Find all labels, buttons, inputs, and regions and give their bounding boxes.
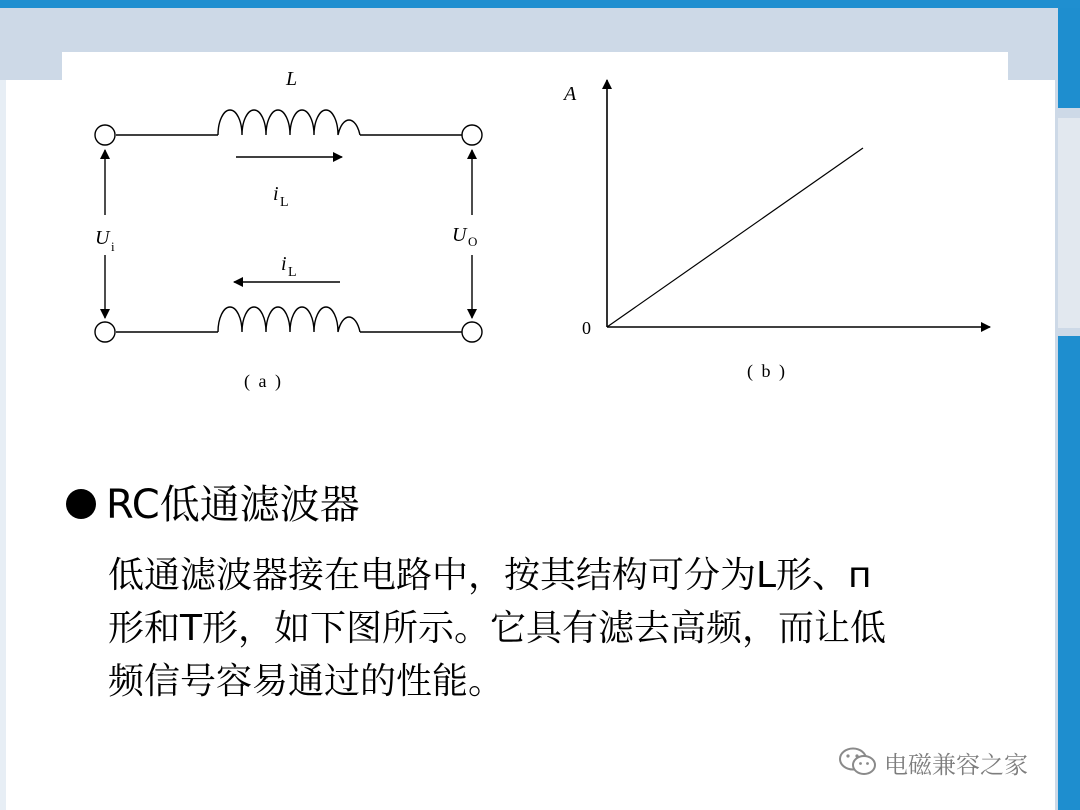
input-voltage-subscript: i	[111, 239, 115, 254]
watermark	[838, 745, 1028, 779]
watermark-text: 电磁兼容之家	[884, 750, 1028, 779]
body-text-line: 形和T形，如下图所示。它具有滤去高频，而让低	[108, 608, 886, 649]
body-text-line: 低通滤波器接在电路中，按其结构可分为L形、п	[108, 555, 872, 596]
current-top-subscript: L	[280, 195, 289, 210]
output-terminal-top	[462, 125, 482, 145]
input-terminal-top	[95, 125, 115, 145]
output-terminal-bottom	[462, 322, 482, 342]
current-bottom-label: i	[281, 253, 287, 275]
input-voltage-label: U	[95, 227, 110, 249]
current-top-label: i	[273, 183, 279, 205]
circuit-diagram-a	[95, 110, 482, 342]
top-inductor-coil	[218, 110, 360, 135]
figure-a-caption: ( a )	[244, 371, 283, 391]
response-graph-b	[607, 80, 990, 327]
body-text-line: 频信号容易通过的性能。	[108, 661, 505, 702]
inductor-label: L	[286, 68, 298, 90]
origin-label: 0	[582, 318, 591, 338]
output-voltage-subscript: O	[468, 234, 478, 249]
figure-b-caption: ( b )	[747, 361, 787, 381]
bullet-dot	[66, 489, 96, 519]
response-line	[607, 148, 863, 327]
output-voltage-label: U	[452, 224, 467, 246]
section-heading: RC低通滤波器	[106, 482, 360, 528]
y-axis-label: A	[564, 83, 577, 105]
current-bottom-subscript: L	[288, 265, 297, 280]
wechat-icon	[838, 746, 878, 778]
input-terminal-bottom	[95, 322, 115, 342]
bottom-inductor-coil	[218, 307, 360, 332]
